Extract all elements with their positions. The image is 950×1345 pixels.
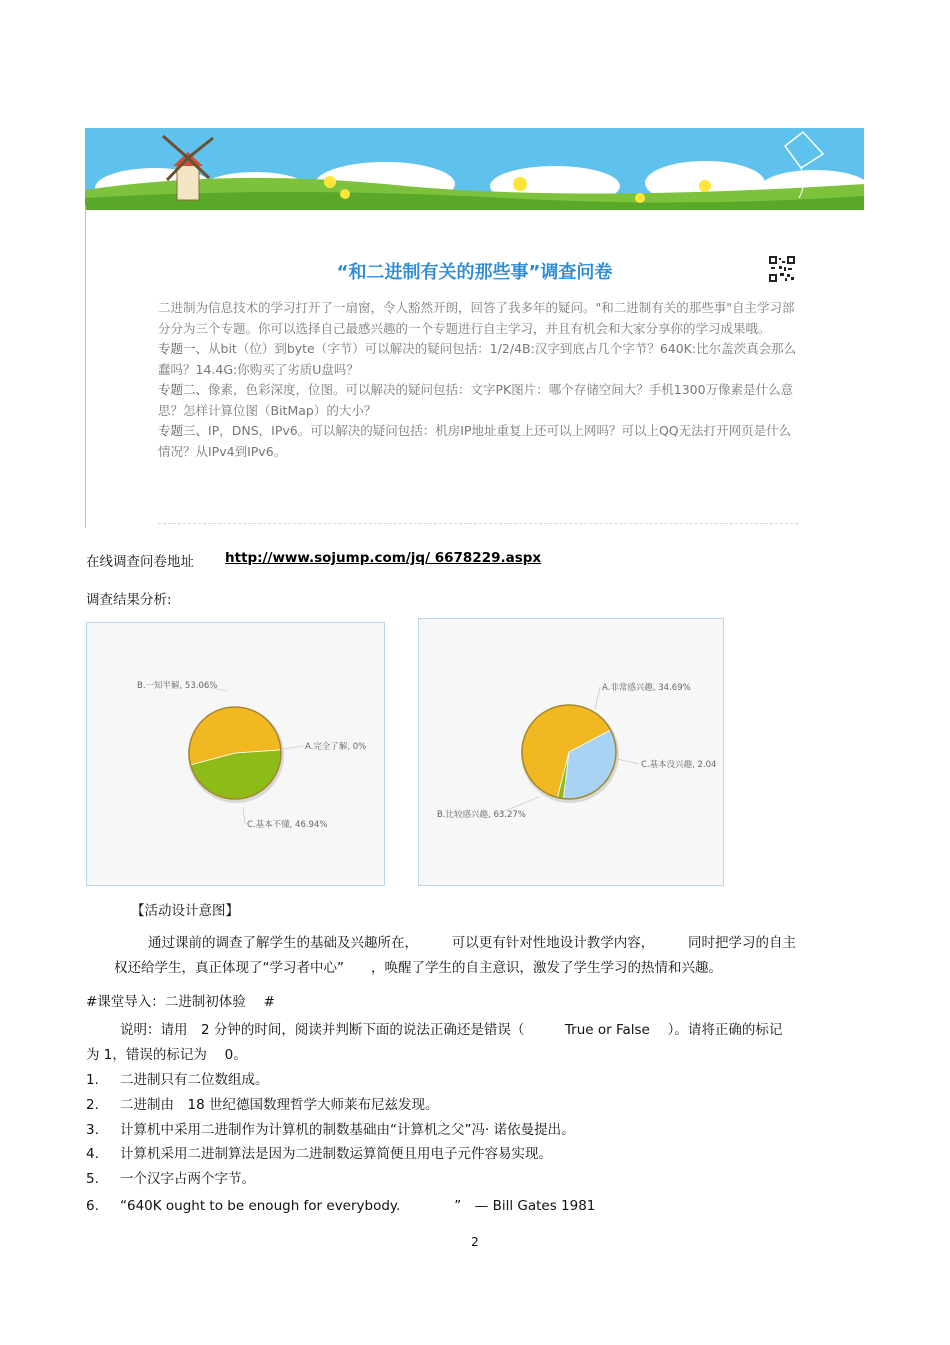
survey-topic-1 <box>158 339 798 380</box>
survey-topic-2 <box>158 380 798 421</box>
pie-data-label-c: C.基本没兴趣, 2.04 <box>641 760 717 770</box>
survey-title: “和二进制有关的那些事”调查问卷 <box>336 262 613 283</box>
survey-intro-text: 二进制为信息技术的学习打开了一扇窗，令人豁然开朗，回答了我多年的疑问。"和二进制有关的那些事"自主学习部分分为三个专题。你可以选择自己最感兴趣的一个专题进行自主学习，并且有机会和大家分享你的学习成果哦。 <box>158 300 795 336</box>
topic-1-text: 从bit（位）到byte（字节）可以解决的疑问包括：1/2/4B:汉字到底占几个字节？640K:比尔盖茨真会那么蠢吗？14.4G:你购买了劣质U盘吗？ <box>158 341 797 377</box>
list-item <box>86 1068 269 1088</box>
topic-2-text: 像素，色彩深度，位图。可以解决的疑问包括：文字PK图片：哪个存储空间大？手机1300万像素是什么意思？怎样计算位图（BitMap）的大小？ <box>158 382 794 418</box>
url-label: 在线调查问卷地址 <box>86 554 194 570</box>
card-border <box>85 205 86 528</box>
list-item-text: 二进制由 18 世纪德国数理哲学大师莱布尼兹发现。 <box>120 1097 439 1113</box>
list-item-text: 计算机采用二进制算法是因为二进制数运算简便且用电子元件容易实现。 <box>120 1146 552 1162</box>
list-item-number: 6. <box>86 1198 99 1214</box>
pie-data-label-a: A.非常感兴趣, 34.69% <box>602 683 691 693</box>
lesson-heading: #课堂导入：二进制初体验 # <box>86 994 275 1010</box>
survey-intro <box>158 298 798 462</box>
pie-data-label-a: A.完全了解, 0% <box>305 742 367 752</box>
page-number: 2 <box>471 1235 479 1249</box>
instruction-line-1: 说明：请用 2 分钟的时间，阅读并判断下面的说法正确还是错误（ True or False ）。请将正确的标记 <box>120 1022 783 1038</box>
pie-leader-line <box>283 746 303 749</box>
pie-leader-line <box>595 687 600 709</box>
list-item-number: 4. <box>86 1146 99 1162</box>
pie-data-label-b: B.一知半解, 53.06% <box>137 681 218 691</box>
pie-chart-understanding <box>86 622 385 886</box>
design-paragraph-line-1: 通过课前的调查了解学生的基础及兴趣所在， 可以更有针对性地设计教学内容， 同时把学习的自主 <box>148 935 796 951</box>
list-item-number: 5. <box>86 1171 99 1187</box>
design-paragraph-line-2: 权还给学生，真正体现了“学习者中心” ，唤醒了学生的自主意识，激发了学生学习的热情和兴趣。 <box>114 960 722 976</box>
pie-leader-line <box>243 807 245 824</box>
list-item <box>86 1167 255 1187</box>
design-heading: 【活动设计意图】 <box>131 903 239 919</box>
pie-chart-2-svg <box>419 619 723 885</box>
pie-chart-interest <box>418 618 724 886</box>
list-item-number: 3. <box>86 1122 99 1138</box>
pie-data-label-b: B.比较感兴趣, 63.27% <box>437 810 526 820</box>
pie-chart-1-svg <box>87 623 384 885</box>
topic-3-text: IP，DNS，IPv6。可以解决的疑问包括：机房IP地址重复上还可以上网吗？可以上QQ无法打开网页是什么情况？从IPv4到IPv6。 <box>158 423 792 459</box>
result-label: 调查结果分析: <box>86 592 172 608</box>
survey-link[interactable]: http://www.sojump.com/jq/ 6678229.aspx <box>225 550 542 566</box>
survey-topic-3 <box>158 421 798 462</box>
list-item-number: 2. <box>86 1097 99 1113</box>
list-item <box>86 1118 575 1138</box>
qr-code-icon <box>769 256 795 282</box>
pie-data-label-c: C.基本不懂, 46.94% <box>247 820 328 830</box>
list-item-text: 计算机中采用二进制作为计算机的制数基础由“计算机之父”冯· 诺依曼提出。 <box>120 1122 575 1138</box>
list-item-text: 二进制只有二位数组成。 <box>120 1072 269 1088</box>
topic-3-lead: 专题三、 <box>158 423 209 438</box>
list-item <box>86 1093 438 1113</box>
list-item <box>86 1142 552 1162</box>
survey-divider <box>158 523 798 524</box>
banner-illustration <box>85 128 864 210</box>
list-item-text: “640K ought to be enough for everybody. ” — Bill Gates 1981 <box>120 1198 596 1214</box>
list-item <box>86 1194 595 1214</box>
instruction-line-2: 为 1，错误的标记为 0。 <box>86 1047 247 1063</box>
survey-card <box>85 128 864 528</box>
list-item-number: 1. <box>86 1072 99 1088</box>
pie-leader-line <box>617 759 639 764</box>
topic-2-lead: 专题二、 <box>158 382 209 397</box>
list-item-text: 一个汉字占两个字节。 <box>120 1171 255 1187</box>
topic-1-lead: 专题一、 <box>158 341 209 356</box>
